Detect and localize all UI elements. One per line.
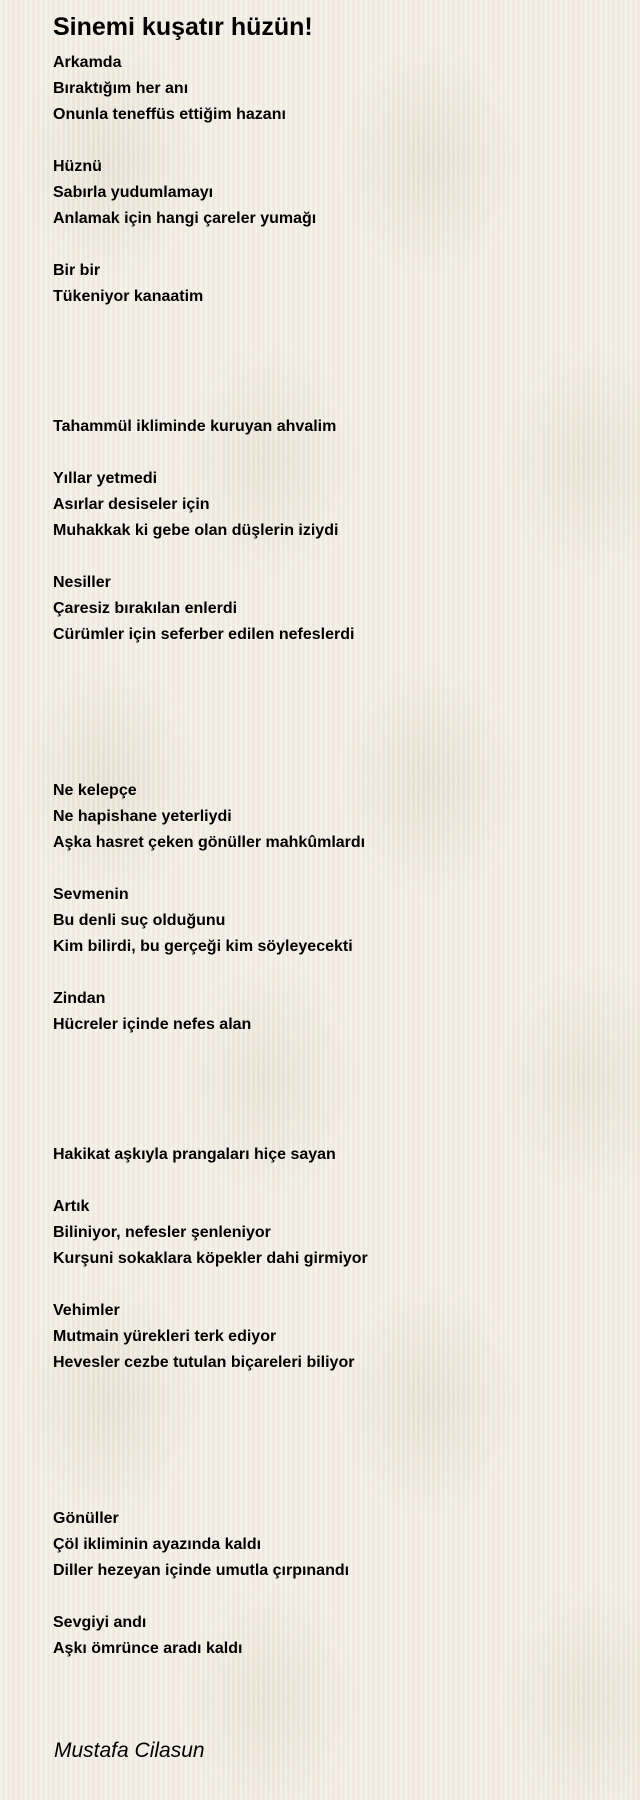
poem-blank-line	[53, 648, 613, 674]
poem-blank-line	[53, 336, 613, 362]
poem-line: Kim bilirdi, bu gerçeği kim söyleyecekti	[53, 938, 353, 955]
poem-author: Mustafa Cilasun	[54, 1739, 205, 1762]
poem-line: Diller hezeyan içinde umutla çırpınandı	[53, 1562, 350, 1579]
poem-body	[53, 50, 613, 1662]
poem-blank-line	[53, 726, 613, 752]
poem-blank-line	[53, 960, 613, 986]
poem-blank-line	[53, 232, 613, 258]
poem-line: Sabırla yudumlamayı	[53, 184, 214, 201]
poem-container	[53, 12, 613, 1662]
poem-line: Hevesler cezbe tutulan biçareleri biliyor	[53, 1354, 355, 1371]
poem-blank-line	[53, 856, 613, 882]
poem-line: Bıraktığım her anı	[53, 80, 189, 97]
poem-blank-line	[53, 1402, 613, 1428]
poem-line: Ne kelepçe	[53, 782, 137, 799]
poem-line: Artık	[53, 1198, 90, 1215]
poem-line: Aşka hasret çeken gönüller mahkûmlardı	[53, 834, 366, 851]
poem-blank-line	[53, 310, 613, 336]
poem-line: Muhakkak ki gebe olan düşlerin iziydi	[53, 522, 339, 539]
poem-line: Onunla teneffüs ettiğim hazanı	[53, 106, 286, 123]
poem-blank-line	[53, 388, 613, 414]
poem-line: Çöl ikliminin ayazında kaldı	[53, 1536, 262, 1553]
poem-blank-line	[53, 700, 613, 726]
poem-line: Ne hapishane yeterliydi	[53, 808, 232, 825]
poem-line: Yıllar yetmedi	[53, 470, 158, 487]
poem-blank-line	[53, 1064, 613, 1090]
poem-blank-line	[53, 752, 613, 778]
poem-line: Gönüller	[53, 1510, 119, 1527]
poem-line: Tükeniyor kanaatim	[53, 288, 204, 305]
poem-blank-line	[53, 1168, 613, 1194]
poem-line: Bir bir	[53, 262, 101, 279]
poem-line: Vehimler	[53, 1302, 120, 1319]
poem-blank-line	[53, 1116, 613, 1142]
poem-line: Anlamak için hangi çareler yumağı	[53, 210, 317, 227]
poem-blank-line	[53, 1272, 613, 1298]
poem-title: Sinemi kuşatır hüzün!	[53, 13, 313, 41]
poem-line: Cürümler için seferber edilen nefeslerdi	[53, 626, 355, 643]
poem-blank-line	[53, 1584, 613, 1610]
poem-line: Arkamda	[53, 54, 122, 71]
poem-line: Aşkı ömrünce aradı kaldı	[53, 1640, 243, 1657]
poem-line: Hüznü	[53, 158, 102, 175]
poem-blank-line	[53, 544, 613, 570]
poem-blank-line	[53, 362, 613, 388]
poem-line: Nesiller	[53, 574, 111, 591]
poem-line: Çaresiz bırakılan enlerdi	[53, 600, 238, 617]
poem-blank-line	[53, 1376, 613, 1402]
poem-blank-line	[53, 1454, 613, 1480]
poem-line: Kurşuni sokaklara köpekler dahi girmiyor	[53, 1250, 368, 1267]
poem-blank-line	[53, 1090, 613, 1116]
poem-line: Sevgiyi andı	[53, 1614, 147, 1631]
poem-line: Tahammül ikliminde kuruyan ahvalim	[53, 418, 337, 435]
poem-blank-line	[53, 674, 613, 700]
poem-line: Sevmenin	[53, 886, 129, 903]
poem-blank-line	[53, 1038, 613, 1064]
poem-blank-line	[53, 1480, 613, 1506]
poem-blank-line	[53, 128, 613, 154]
poem-line: Hücreler içinde nefes alan	[53, 1016, 252, 1033]
poem-line: Bu denli suç olduğunu	[53, 912, 226, 929]
poem-line: Biliniyor, nefesler şenleniyor	[53, 1224, 271, 1241]
poem-line: Asırlar desiseler için	[53, 496, 210, 513]
poem-line: Mutmain yürekleri terk ediyor	[53, 1328, 277, 1345]
poem-blank-line	[53, 1428, 613, 1454]
poem-blank-line	[53, 440, 613, 466]
poem-line: Hakikat aşkıyla prangaları hiçe sayan	[53, 1146, 336, 1163]
poem-line: Zindan	[53, 990, 106, 1007]
